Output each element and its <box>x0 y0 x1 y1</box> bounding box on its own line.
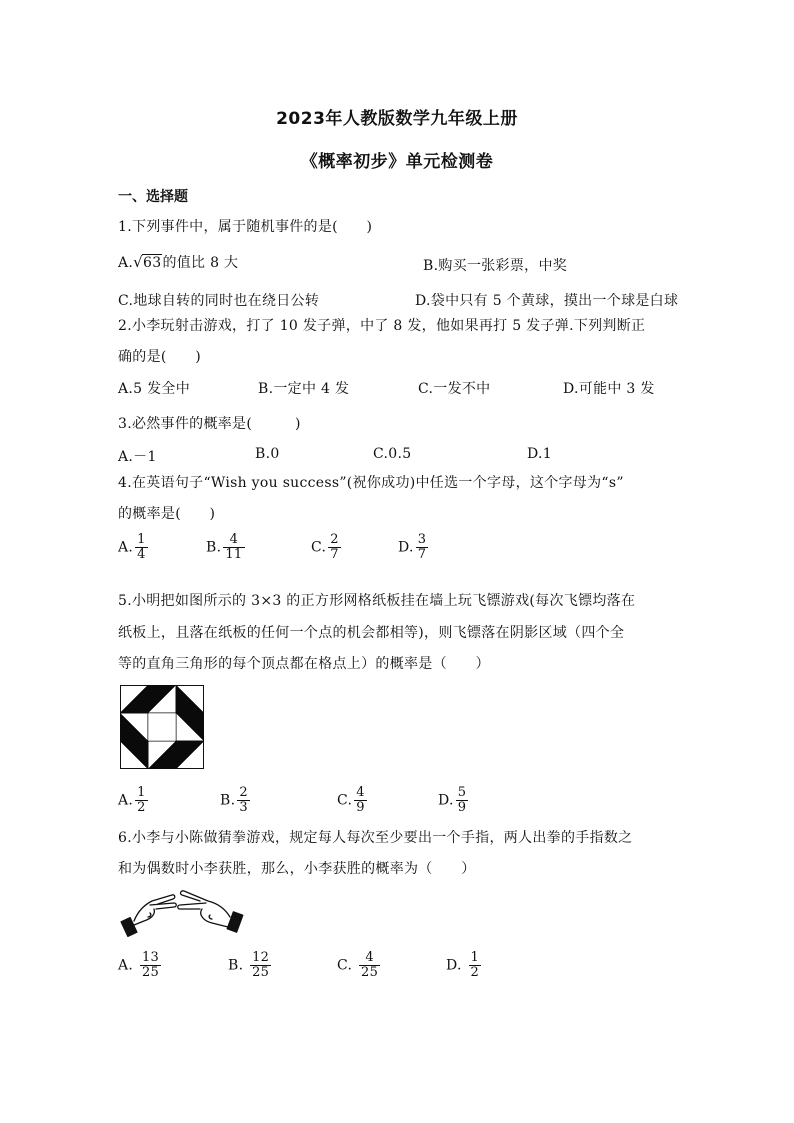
q4-stem-line2: 的概率是( ) <box>118 506 216 522</box>
shaded-triangle-2 <box>176 685 204 713</box>
q3-option-d: D.1 <box>527 446 552 462</box>
page-title: 2023年人教版数学九年级上册 <box>276 109 518 129</box>
q6-option-c-label: C. <box>337 957 353 974</box>
fraction-denominator: 25 <box>252 965 270 980</box>
fraction-denominator: 7 <box>417 547 427 562</box>
q6-stem-line1: 6.小李与小陈做猜拳游戏，规定每人每次至少要出一个手指，两人出拳的手指数之 <box>118 830 633 846</box>
q4-stem-line1: 4.在英语句子“Wish you success”(祝你成功)中任选一个字母，这个字母为“s” <box>118 475 624 491</box>
fraction-denominator: 9 <box>356 800 365 815</box>
q6-option-b-label: B. <box>228 957 244 974</box>
q2-option-d: D.可能中 3 发 <box>563 381 655 397</box>
q5-option-d-fraction <box>456 786 469 815</box>
q5-option-b <box>220 786 250 815</box>
q2-stem-line1: 2.小李玩射击游戏，打了 10 发子弹，中了 8 发，他如果再打 5 发子弹.下列判断正 <box>118 318 646 334</box>
fraction-denominator: 9 <box>457 800 467 815</box>
q4-option-d-label: D. <box>398 539 414 556</box>
q5-option-d-label: D. <box>438 792 454 809</box>
q6-option-d-fraction <box>469 951 482 980</box>
shaded-triangle-1b <box>148 685 176 713</box>
q4-option-c <box>311 533 341 562</box>
fraction-numerator: 5 <box>457 785 467 800</box>
fraction-denominator: 4 <box>137 547 146 562</box>
q6-option-a-fraction <box>140 951 161 980</box>
section-heading: 一、选择题 <box>118 189 188 205</box>
q4-option-b-fraction <box>223 533 244 562</box>
left-hand-icon <box>121 895 176 937</box>
fraction-numerator: 4 <box>356 785 365 800</box>
q2-option-a: A.5 发全中 <box>118 381 191 397</box>
q4-option-b-label: B. <box>206 539 222 556</box>
q4-option-d-fraction <box>416 533 429 562</box>
q5-option-c <box>337 786 367 815</box>
fraction-numerator: 1 <box>137 785 146 800</box>
fraction-numerator: 13 <box>141 950 160 965</box>
q5-stem-line3: 等的直角三角形的每个顶点都在格点上）的概率是（ ） <box>118 656 490 672</box>
dartboard-grid-figure <box>120 685 204 769</box>
q6-stem-line2: 和为偶数时小李获胜，那么，小李获胜的概率为（ ） <box>118 861 476 877</box>
fraction-denominator: 25 <box>361 965 379 980</box>
q5-option-a <box>118 786 148 815</box>
fraction-numerator: 4 <box>229 532 239 547</box>
q2-stem-line2: 确的是( ) <box>118 349 202 365</box>
q3-option-a: A.－1 <box>118 449 157 465</box>
q6-option-c-fraction <box>359 951 380 980</box>
q5-option-b-label: B. <box>220 792 236 809</box>
fraction-denominator: 3 <box>239 800 248 815</box>
shaded-triangle-3b <box>148 741 176 769</box>
fraction-numerator: 4 <box>365 950 374 965</box>
q4-option-a <box>118 533 148 562</box>
q4-option-d <box>398 533 428 562</box>
shaded-triangle-2b <box>176 713 204 741</box>
q3-stem: 3.必然事件的概率是( ) <box>118 416 301 432</box>
page-subtitle: 《概率初步》单元检测卷 <box>300 152 494 172</box>
q6-option-a-label: A. <box>118 957 134 974</box>
fraction-denominator: 2 <box>137 800 146 815</box>
fraction-numerator: 2 <box>239 785 248 800</box>
fraction-denominator: 2 <box>470 965 480 980</box>
q4-option-c-label: C. <box>311 539 327 556</box>
q6-option-b <box>228 951 271 980</box>
q6-option-b-fraction <box>250 951 271 980</box>
fraction-denominator: 7 <box>330 547 339 562</box>
fraction-denominator: 25 <box>141 965 160 980</box>
q1-option-c: C.地球自转的同时也在绕日公转 <box>118 293 320 309</box>
right-hand-icon <box>178 891 243 932</box>
q6-option-a <box>118 951 161 980</box>
q1-option-b: B.购买一张彩票，中奖 <box>423 258 568 274</box>
q6-option-d <box>446 951 481 980</box>
q5-option-a-fraction <box>135 786 148 815</box>
q2-option-c: C.一发不中 <box>418 381 491 397</box>
fraction-numerator: 1 <box>137 532 146 547</box>
q4-option-a-label: A. <box>118 539 134 556</box>
shaded-triangle-1 <box>120 685 148 713</box>
q1-option-d: D.袋中只有 5 个黄球，摸出一个球是白球 <box>415 293 679 309</box>
q4-option-a-fraction <box>135 533 148 562</box>
q3-option-b: B.0 <box>255 446 280 462</box>
q5-option-d <box>438 786 468 815</box>
q5-option-b-fraction <box>237 786 250 815</box>
shaded-triangle-4b <box>120 713 148 741</box>
q5-stem-line2: 纸板上，且落在纸板的任何一个点的机会都相等)，则飞镖落在阴影区域（四个全 <box>118 625 625 641</box>
q5-option-c-fraction <box>354 786 367 815</box>
q1-option-a <box>118 252 238 272</box>
q1-radicand: 63 <box>143 255 162 271</box>
center-square <box>148 713 176 741</box>
q4-option-b <box>206 533 245 562</box>
q5-option-a-label: A. <box>118 792 134 809</box>
hands-figure <box>120 885 248 941</box>
q6-option-c <box>337 951 380 980</box>
fraction-denominator: 11 <box>225 547 243 562</box>
q3-option-c: C.0.5 <box>373 446 412 462</box>
q1-stem: 1.下列事件中，属于随机事件的是( ) <box>118 219 373 235</box>
shaded-triangle-4 <box>120 741 148 769</box>
q6-option-d-label: D. <box>446 957 462 974</box>
fraction-numerator: 3 <box>417 532 427 547</box>
q1-option-a-label: A. <box>118 255 134 271</box>
q5-stem-line1: 5.小明把如图所示的 3×3 的正方形网格纸板挂在墙上玩飞镖游戏(每次飞镖均落在 <box>118 593 636 609</box>
q5-option-c-label: C. <box>337 792 353 809</box>
q1-option-a-text: 的值比 8 大 <box>162 255 239 271</box>
fraction-numerator: 12 <box>252 950 270 965</box>
q2-option-b: B.一定中 4 发 <box>258 381 350 397</box>
fraction-numerator: 1 <box>470 950 480 965</box>
shaded-triangle-3 <box>176 741 204 769</box>
shaded-triangles <box>120 685 204 769</box>
sqrt-icon: √ <box>133 253 144 271</box>
fraction-numerator: 2 <box>330 532 339 547</box>
q4-option-c-fraction <box>328 533 341 562</box>
